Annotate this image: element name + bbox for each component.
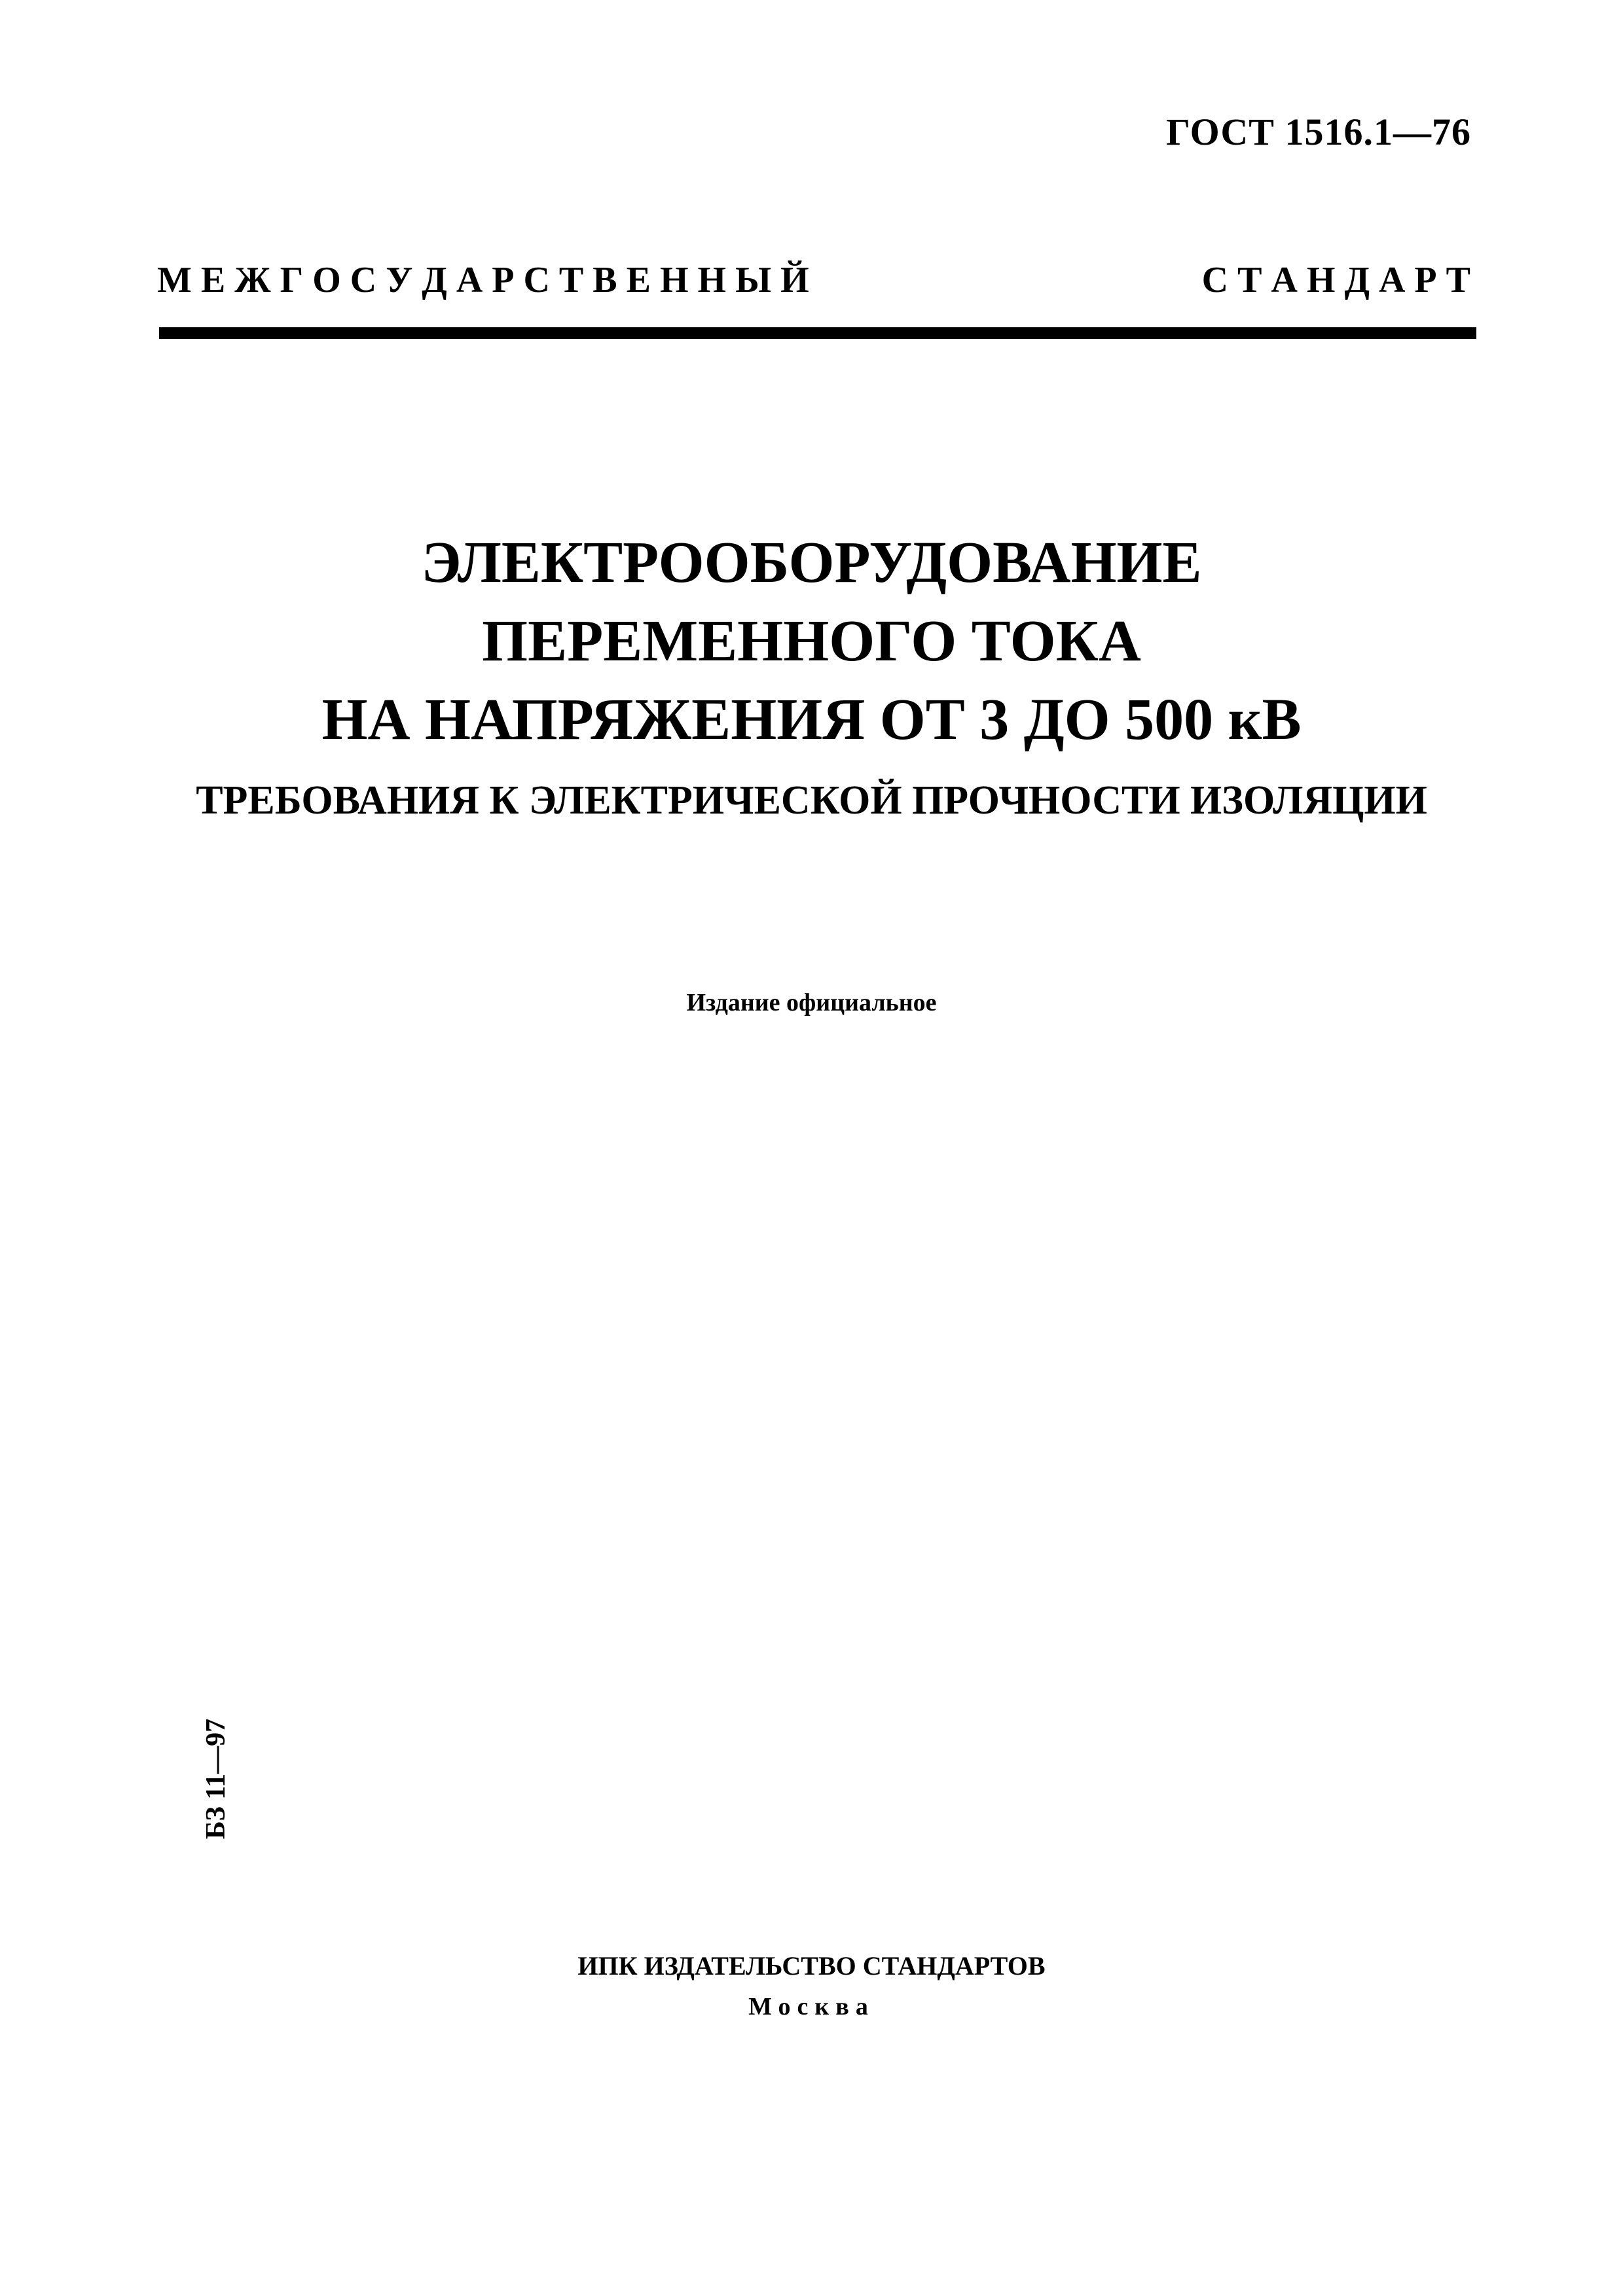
title-line-1: ЭЛЕКТРООБОРУДОВАНИЕ — [421, 530, 1202, 595]
document-title — [0, 524, 1623, 759]
side-code-vertical: БЗ 11—97 — [201, 1718, 231, 1839]
edition-note: Издание официальное — [686, 989, 937, 1016]
series-word-interstate: М Е Ж Г О С У Д А Р С Т В Е Н Н Ы Й — [157, 260, 809, 300]
heading-divider — [159, 327, 1476, 339]
series-word-standard: С Т А Н Д А Р Т — [1201, 260, 1470, 300]
standard-series-heading — [157, 259, 1470, 301]
title-line-3: НА НАПРЯЖЕНИЯ ОТ 3 ДО 500 кВ — [321, 687, 1302, 752]
publisher-city: Москва — [748, 1993, 875, 2020]
title-line-2: ПЕРЕМЕННОГО ТОКА — [482, 609, 1141, 673]
publisher-name: ИПК ИЗДАТЕЛЬСТВО СТАНДАРТОВ — [577, 1951, 1046, 1981]
document-number: ГОСТ 1516.1—76 — [1166, 111, 1471, 153]
document-subtitle: ТРЕБОВАНИЯ К ЭЛЕКТРИЧЕСКОЙ ПРОЧНОСТИ ИЗОЛЯЦИИ — [196, 778, 1427, 823]
